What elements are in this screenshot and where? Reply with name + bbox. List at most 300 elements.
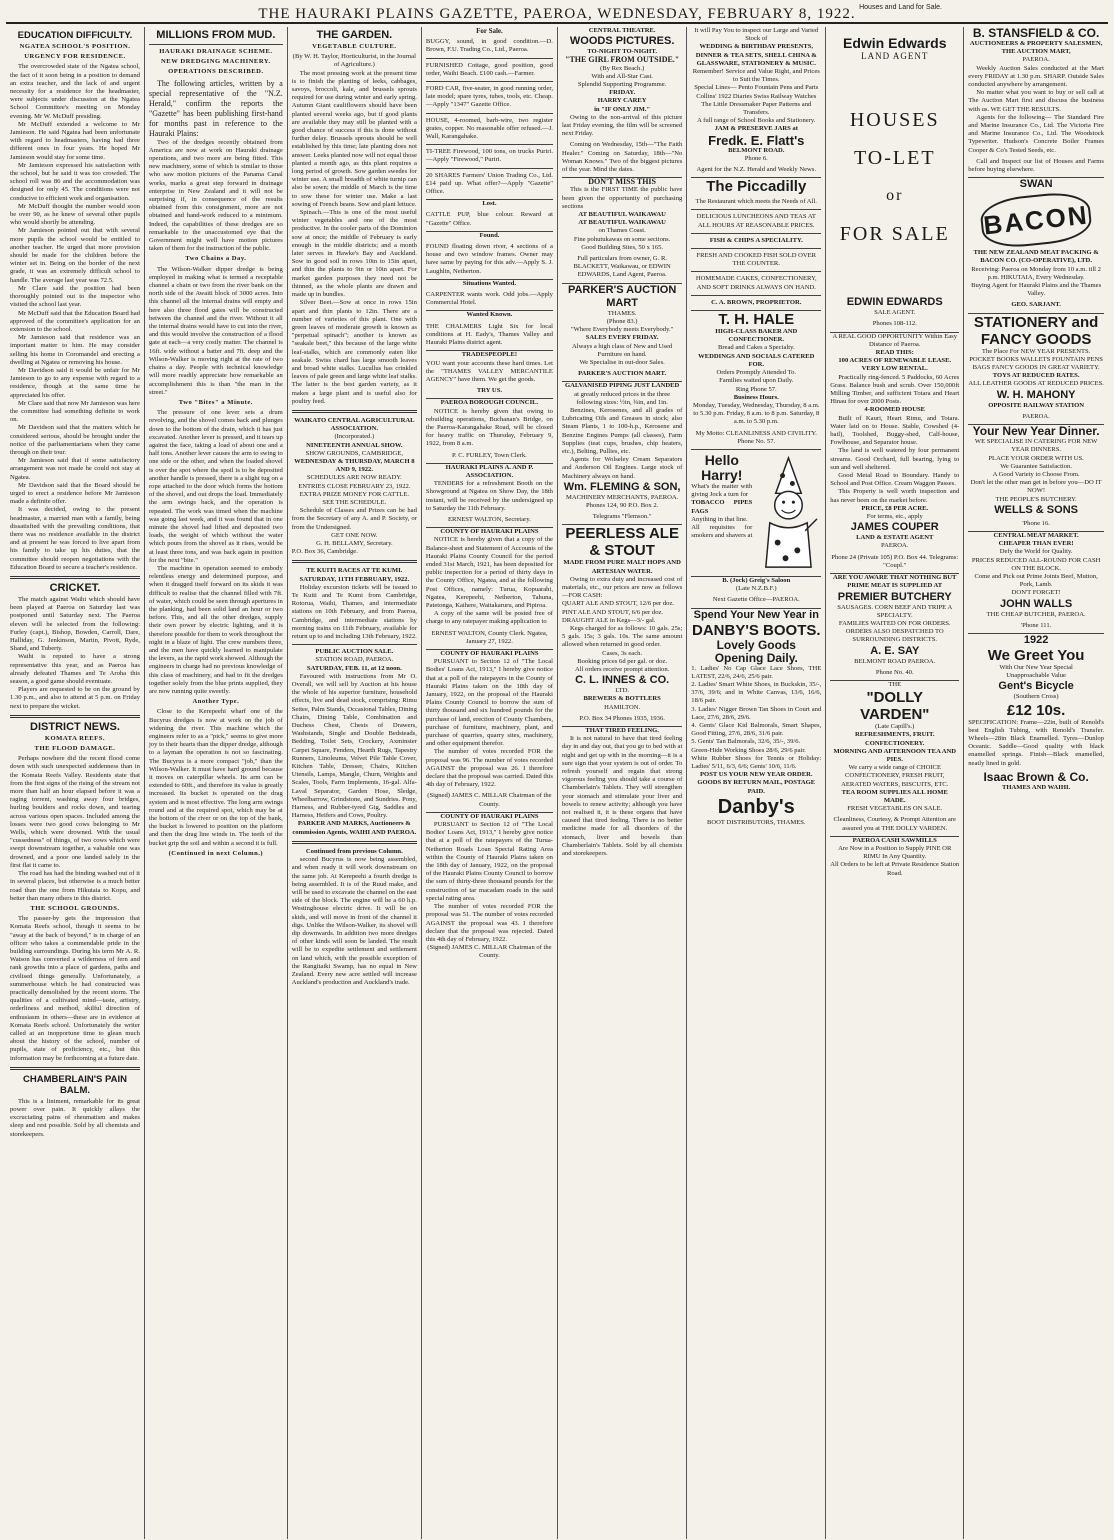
edwards-name-2: EDWIN EDWARDS <box>846 296 943 309</box>
classified-ad: HOUSE, 4-roomed, barb-wire, two register grates, copper. No reasonable offer refused.—J. Wall, Karangahake. <box>426 114 553 146</box>
bacon-logo: BACON <box>979 190 1094 251</box>
ad-line: GOODS BY RETURN MAIL, POSTAGE PAID. <box>697 779 816 795</box>
ad-text: Built of Kauri, Heart Rimu, and Totara. Water laid on to House. Stable, Cowshed (4-bail), Toolshed, Buggy-shed, Calf-house, Fowlhouse, and Separator house. <box>830 414 960 447</box>
ad-line: Phone 24 (Private 105) P.O. Box 44. Telegrams: "Coupl." <box>830 551 959 574</box>
article-paragraph: The pressure of one lever sets a drum revolving, and the shovel comes back and plunges down to the bottom of the drain, which it has just excavated. Another lever is pressed, and it tears up against the face, taking a load of about one and a half tons. Another lever causes the arm to swing to one side or the other, and when the loaded shovel is over the spot where the spoil is to be deposited another handle is pressed, there is a slight tug on a rope attached to the door which forms the bottom of the shovel, and out drops the load. Immediately the arm swings back, and the operation is repeated. The work was timed when the machine was going last week, and it was found that in one minute the shovel had lifted and deposited two loads, the weight of which without the water which pours from the shovel as it rises, would be at least three tons, and was back again in position for the next "bite." <box>148 409 283 564</box>
article-paragraph: Silver Beet.—Sow at once in rows 15in apart and thin plants to 12in. There are a number of varieties of this plant. One with green leaves of moderate growth is known as "perpetual spinach"; another is known as "seakale beet," this because of the large white leaf-stalks, which are commonly eaten like seakale. Swiss chard has large smooth leaves and broad white stalks. Lucullus has crinkled leaves of pale green and large white leaf stalks. The latter is the best garden variety, as it makes a large plant and is useful also for poultry feed. <box>291 299 417 405</box>
show-line: SEE THE SCHEDULE. <box>322 498 387 506</box>
classified-ad: FOUND floating down river, 4 sections of a house and two window frames. Owner may have same by paying for this adv.—Apply S. J. Laughlin, Netherton. <box>426 240 553 280</box>
ad-line: PAEROA CASH SAWMILLS <box>852 836 937 844</box>
column-6 <box>687 27 826 1539</box>
hale-name: T. H. HALE <box>718 311 795 329</box>
ad-line: Remember! Service and Value Right, and Prices to Suit the Times. <box>692 68 820 84</box>
article-paragraph: It was decided, owing to the present headmaster, a married man with a family, being dissatisfied with the prevailing conditions, that there was no residence available in the district and at present he was forced to live apart from his family to take up his duties, that the committee should reopen negotiations with the Education Board to secure a teacher's residence. <box>10 506 140 571</box>
article-lead: The following articles, written by a special representative of the "N.Z. Herald," confirm the reports the "Gazette" has been publishing first-hand for months past in reference to the Hauraki Plains: <box>148 78 283 138</box>
ad-line: at greatly reduced prices in the three following sizes: ½in, ¾in, and 1in. <box>574 390 671 406</box>
greig-text <box>691 453 752 573</box>
subhead: Two "Bites" a Minute. <box>178 398 253 406</box>
ad-line: BOOT DISTRIBUTORS, THAMES. <box>706 818 806 826</box>
flatt-name: Fredk. E. Flatt's <box>708 132 805 148</box>
list-item: 3. Ladies' Nigger Brown Tan Shoes in Court and Lace, 27/6, 28/6, 29/6. <box>691 705 822 721</box>
ad-line: Next Gazette Office—PAEROA. <box>691 593 821 608</box>
column-4 <box>422 27 558 1539</box>
ad-line: WEDDINGS AND SOCIALS CATERED FOR. <box>698 352 815 368</box>
article-paragraph: The most pressing work at the present time is to finish the planting of leeks, cabbages, savoys, broccoli, kale, and brussels sprouts required for use during winter and early spring. Autumn Giant cauliflowers should have been planted several weeks ago, but if good plants are available they may still be planted with a good chance of success if this is done without further delay. Brussels sprouts should be well established by this time; late planting does not answer. Leeks planted now will not equal those planted a month ago, as this plant requires a long period of growth. Sow garden swedes for winter use. A small breadth of white turnip can also be sown; the middle of March is the time to sow these for winter use. Make a last sowing of French beans. Sow and plant lettuce. <box>291 69 417 208</box>
ad-line: The Place For NEW YEAR PRESENTS. <box>981 347 1091 355</box>
ad-line: Phone 6. <box>744 154 768 162</box>
ad-line: PARKER'S AUCTION MART. <box>562 367 682 382</box>
ad-line: B. (Jock) Greig's Saloon <box>722 576 791 584</box>
mahony-name: W. H. MAHONY <box>996 388 1076 401</box>
ad-line: SALES EVERY FRIDAY. <box>585 334 659 342</box>
notice-text: A copy of the same will be posted free of charge to any ratepayer making application to <box>425 610 553 626</box>
divider <box>149 44 283 45</box>
subhead: Another Type. <box>192 698 240 706</box>
column-8 <box>964 27 1108 1539</box>
show-line: ENTRIES CLOSE FEBRUARY 23, 1922. <box>298 482 411 490</box>
theatre-line: (By Rex Beach.) <box>600 64 645 72</box>
races-text: Holiday excursion tickets will be issued to Te Kuiti and Te Kumi from Cambridge, Rotorua, Waihi, Thames, and intermediate stations on 10th February, and from Paeroa, Cambridge, and intermediate stations by morning trains on 11th February, available for return up to and including 13th February, 1922. <box>291 583 417 641</box>
ad-line: A full range of School Books and Stationery. <box>697 117 816 125</box>
show-title: WAIKATO CENTRAL AGRICULTURAL ASSOCIATION. <box>294 416 415 433</box>
ad-line: QUART ALE AND STOUT, 12/6 per doz. <box>561 600 675 608</box>
ad-line: Bread and Cakes a Specialty. <box>717 344 795 352</box>
ad-line: 100 ACRES OF RENEWABLE LEASE. VERY LOW RENTAL. <box>838 357 952 373</box>
subhead: THE SCHOOL GROUNDS. <box>30 904 120 912</box>
ad-line: TOYS AT REDUCED RATES. <box>992 372 1080 380</box>
ad-line: P.O. Box 34 Phones 1935, 1936. <box>562 712 682 727</box>
notice-text: The number of votes recorded FOR the proposal was 96. The number of votes recorded AGAINST the proposal was 26. I therefore declare that the proposal was carried. Dated this 4th day of February, 1922. <box>425 748 553 789</box>
show-line: NINETEENTH ANNUAL SHOW. <box>306 441 403 449</box>
ad-line: Full particulars from owner, G. R. BLACKETT, Waikawau, or EDWIN EDWARDS, Land Agent, Paeroa. <box>562 252 682 284</box>
ad-text: Weekly Auction Sales conducted at the Mart every FRIDAY at 1.30 p.m. SHARP. Outside Sales conducted anywhere by arrangement. <box>968 64 1104 89</box>
notice-signature: ERNEST WALTON, County Clerk. Ngatea, January 27, 1922. <box>426 627 553 650</box>
ad-line: BELMONT ROAD. <box>728 146 785 154</box>
ad-line: Business Hours. <box>733 393 779 401</box>
notice-signature: (Signed) JAMES C. MILLAR Chairman of the County. <box>427 944 552 960</box>
ad-line: MADE FROM PURE MALT HOPS AND ARTESIAN WATER. <box>563 559 681 575</box>
ad-line: Ring Phone 57. <box>735 385 777 393</box>
ad-line: LAND & ESTATE AGENT <box>856 534 934 542</box>
ad-line: TOBACCO PIPES FAGS <box>691 499 753 515</box>
ad-text: Owing to extra duty and increased cost of materials, etc., our prices are now as follows—FOR CASH: <box>561 575 683 600</box>
ad-line: Monday, Tuesday, Wednesday, Thursday, 8 a.m. to 5.30 p.m. Friday, 8 a.m. to 8 p.m. Saturday, 8 a.m. to 5.30 p.m. <box>692 401 820 426</box>
auction-place: STATION ROAD, PAEROA. <box>315 656 394 664</box>
ad-line: Anything in that line. <box>691 515 748 523</box>
ad-line: LTD. <box>615 687 630 695</box>
article-paragraph: Spinach.—This is one of the most useful winter vegetables and one of the most productive. In the cooler parts of the Dominion sow at once; the middle of February is early enough in the middle districts; and a month later serves in Hawke's Bay and Auckland. Sow in good soil in rows 10in to 15in apart, and thin the plants to 9in or 10in apart. For market garden purposes they need not be thinned, as the whole plants are drawn and made up in bundles. <box>291 209 417 299</box>
theatre-line: HARRY CAREY <box>597 97 647 105</box>
danby-heading: Lovely Goods Opening Daily. <box>714 637 798 665</box>
ad-line: DRAUGHT ALE in Kegs—3/- gal. <box>561 616 656 624</box>
brown-name: Isaac Brown & Co. <box>983 769 1089 784</box>
notice-signature: ERNEST WALTON, Secretary. <box>426 513 553 528</box>
ad-line: LAND AGENT <box>861 51 929 61</box>
theatre-name: WOODS PICTURES. <box>569 35 675 48</box>
ad-text: Agents for Wolseley Cream Separators and Anderson Oil Engines. Large stock of Machinery always on hand. <box>561 456 683 480</box>
notice-text: PURSUANT to Section 12 of "The Local Bodies' Loans Act, 1913," I hereby give notice that at a poll of the ratepayers of the Turua-Netherton Roads Loan Special Rating Area within the County of Hauraki Plains taken on the 18th day of January, 1922, on the proposal of the Hauraki Plains County Council to borrow the sum of thirty-three thousand pounds for the construction of tar macadam roads in the said special rating area. <box>425 821 553 902</box>
ad-line: All Orders to be left at Private Residence Station Road. <box>830 861 960 877</box>
ad-line: THE <box>888 680 902 688</box>
ad-line: HAMILTON. <box>604 703 641 711</box>
section-heading: TRADESPEOPLE! <box>461 351 518 359</box>
theatre-line: Splendid Supporting Programme. <box>577 81 667 89</box>
notice-text: TENDERS for a refreshment Booth on the Showground at Ngatea on Show Day, the 18th instant, will be received by the undersigned up to Saturday the 11th February. <box>425 480 553 512</box>
ad-line: BELMONT ROAD PAEROA. <box>854 657 936 665</box>
ad-line: All requisites for smokers and shavers at <box>691 523 753 540</box>
couper-name: JAMES COUPER <box>850 521 939 534</box>
article-paragraph: The passer-by gets the impression that Komata Reefs school, though it seems to be "away at the back of beyond," is in charge of an officer who takes a commendable pride in the building surroundings. During his term Mr A. R. Watson has converted a wilderness of fern and rank growths into a place of gardens, paths and civilised things generally. Unfortunately, a summerhouse which he had constructed was practically demolished by the recent storm. The qualities of a cultivated mind—taste, artistry, orderliness and method, skilful direction of enthusiasm in others—these are in evidence at Komata Reefs school. Unfortunately the writer called at an inopportune time to glean much about the history of the school, number of pupils, state of proficiency, etc., but this information may be forthcoming at a future date. <box>10 915 140 1062</box>
ad-heading: THAT TIRED FEELING. <box>585 727 659 735</box>
walls-name: JOHN WALLS <box>1000 597 1073 610</box>
bicycle-price: £12 10s. <box>1006 701 1066 719</box>
ad-line: PRICE, £8 PER ACRE. <box>861 504 929 512</box>
ad-line: A Good Variety to Choose From. <box>992 470 1080 478</box>
list-item: Green-Hide Working Shoes 28/6, 29/6 pair. <box>691 746 806 754</box>
article-paragraph: Mr Clare said that now Mr Jamieson was here the committee had something definite to work on. <box>10 399 140 424</box>
ad-line: We carry a wide range of CHOICE CONFECTIONERY, FRESH FRUIT, AERATED WATERS, BISCUITS, ETC. <box>841 764 949 788</box>
ad-line: Cases, 3s each. <box>602 649 643 657</box>
wells-name: WELLS & SONS <box>994 503 1078 516</box>
stansfield-name: B. STANSFIELD & CO. <box>972 27 1100 40</box>
column-1 <box>6 27 145 1539</box>
notice-heading: COUNTY OF HAURAKI PLAINS <box>440 812 539 820</box>
subhead: THE FLOOD DAMAGE. <box>34 745 116 753</box>
article-paragraph: This is a liniment, remarkable for its great power over pain. It quickly allays the excruciating pains of rheumatism and makes sleep and rest possible. Sold by all chemists and storekeepers. <box>10 1097 140 1138</box>
education-headline: EDUCATION DIFFICULTY. <box>17 30 133 41</box>
divider <box>292 841 417 844</box>
ad-line: THE NEW ZEALAND MEAT PACKING & BACON CO. (CO-OPERATIVE), LTD. <box>973 249 1099 265</box>
ad-line: READ THIS: <box>875 349 914 357</box>
ad-line: Unapproachable Value <box>1006 672 1066 680</box>
column-2 <box>145 27 288 1539</box>
ad-text: Good Metal Road to Boundary. Handy to School and Post Office. Cream Waggon Passes. <box>830 472 960 488</box>
houses-text: HOUSES <box>849 109 940 132</box>
balm-headline: CHAMBERLAIN'S PAIN BALM. <box>23 1073 127 1096</box>
ad-line: Come and Pick out Prime Joints Beef, Mutton, Pork, Lamb. <box>974 572 1098 589</box>
theatre-line: FRIDAY. <box>609 89 636 97</box>
auction-date: SATURDAY, FEB. 11, at 12 noon. <box>306 664 402 672</box>
classified-ad: CATTLE PUP, blue colour. Reward at "Gazette" Office. <box>426 208 553 231</box>
hello-heading: Hello Harry! <box>701 451 743 483</box>
ad-line: ALL LEATHER GOODS AT REDUCED PRICES. <box>968 380 1104 388</box>
theatre-heading: CENTRAL THEATRE. <box>588 27 656 34</box>
ad-line: Cleanliness, Courtesy, & Prompt Attention are assured you at THE DOLLY VARDEN. <box>830 813 959 836</box>
column-3 <box>288 27 422 1539</box>
ad-line: CHEAPER THAN EVER! <box>998 540 1074 548</box>
auction-signature: PARKER AND MARKS, Auctioneers & commission Agents, WAIHI AND PAEROA. <box>292 820 417 836</box>
article-paragraph: Waihi is reputed to have a strong representative this year, and as Paeroa has already defeated Thames and Te Aroha this season, a good game should eventuate. <box>10 653 140 686</box>
swan-text: SWAN <box>1019 178 1053 191</box>
danby-heading: Spend Your New Year in <box>693 608 819 621</box>
notice-signature: (Signed) JAMES C. MILLAR Chairman of the County. <box>426 789 553 812</box>
ad-line: ORDERS ALSO DESPATCHED TO SURROUNDING DISTRICTS. <box>845 628 944 644</box>
ad-line: "Where Everybody meets Everybody." <box>570 326 674 334</box>
dolly-varden-name: "DOLLY VARDEN" <box>860 689 930 724</box>
show-text: Schedule of Classes and Prizes can be had from the Secretary of any A. and P. Society, or from the Undersigned. <box>291 507 417 531</box>
ad-line: A REAL GOOD OPPORTUNITY Within Easy Distance of Paeroa. <box>832 332 958 348</box>
list-item: 2. Ladies' Smart White Shoes, in Buckskin, 35/-, 37/6, 39/6; and in White Canvas, 13/6, 16/6, 18/6 pair. <box>691 680 822 705</box>
ad-line: Don't let the other man get in before you—DO IT NOW! <box>970 479 1102 495</box>
classified-ad: YOU want your accounts these hard times. Let the "THAMES VALLEY MERCANTILE AGENCY" have them. We get the goods. <box>425 359 553 383</box>
ad-line: HIGH-CLASS BAKER AND CONFECTIONER. <box>715 328 798 344</box>
notice-heading: HAURAKI PLAINS A. AND P. ASSOCIATION. <box>445 463 534 479</box>
ad-line: Orders Promptly Attended To. <box>716 369 797 377</box>
article-paragraph: Mr Davidson said that the matters which he considered serious, should be brought under the notice of the parliamentarians when they came through on their tour. <box>10 424 140 456</box>
ad-heading: GALVANISED PIPING JUST LANDED <box>564 382 680 390</box>
ad-line: The Restaurant which meets the Needs of All. <box>691 195 821 210</box>
tolet-text: TO-LET <box>853 147 936 170</box>
article-paragraph: Mr McDuff extended a welcome to Mr Jamieson. He said Ngatea had been unfortunate with regard to headmasters, having had three different ones in four years. He hoped Mr Jamieson would stay for some time. <box>10 120 140 161</box>
classified-ad: THE CHALMERS Light Six for local conditions at H. Eady's, Thames Valley and Hauraki Plains district agent. <box>426 320 553 352</box>
clown-illustration-icon <box>756 453 821 573</box>
ad-line: (Late N.Z.B.F.) <box>735 585 777 593</box>
fleming-name: Wm. FLEMING & SON, <box>563 480 681 493</box>
byline: (By W. H. Taylor, Horticulturist, in the Journal of Agriculture.) <box>292 53 416 69</box>
ad-text: SPECIFICATION: Frame—22in, built of Renold's best English Tubing, with Renold's Transfer. Wheels—28in Black Enamelled. Tyres—Dunlop Oceanic. Saddle—Good quality with black enamelled springs. Finish—Black enamelled, neatly lined in gold. <box>968 718 1104 767</box>
greet-heading: We Greet You <box>987 646 1085 664</box>
ad-line: REFRESHMENTS, FRUIT. CONFECTIONERY. <box>854 731 935 747</box>
show-line: SCHEDULES ARE NOW READY. <box>306 474 402 482</box>
article-paragraph: Mr Clare said the position had been thoroughly pointed out to the inspector who visited the school last year. <box>10 284 140 309</box>
ad-line: AT BEAUTIFUL WAIKAWAU <box>578 219 666 227</box>
ad-line: ARE YOU AWARE THAT NOTHING BUT PRIME MEAT IS SUPPLIED AT <box>833 574 957 590</box>
classified-ad: TI-TREE Firewood, 100 tons, on trucks Puriri.—Apply "Firewood," Puriri. <box>426 145 553 168</box>
ad-line: (Late Capill's.) <box>875 723 915 731</box>
article-paragraph: Mr Jamieson expressed his satisfaction with the school, but he said it was too crowded. The school roll was 86 and the accommodation was designed for only 45. The conditions were not conducive to efficient work and organisation. <box>10 161 140 202</box>
peerless-name: PEERLESS ALE & STOUT <box>565 525 679 560</box>
show-signature: G. H. BELLAMY, Secretary. <box>316 539 393 547</box>
ad-line: 4-ROOMED HOUSE <box>864 406 926 414</box>
ad-line: THAMES AND WAIHI. <box>1002 783 1071 791</box>
ad-line: FRESH VEGETABLES ON SALE. <box>847 805 943 813</box>
ad-line: WEDDING & BIRTHDAY PRESENTS, DINNER & TEA SETS, SHELL CHINA & GLASSWARE, STATIONERY & MUSIC. <box>695 43 817 67</box>
ad-line: Always a high class of New and Used Furniture on hand. <box>572 342 673 358</box>
ad-line: THAMES. <box>607 309 637 317</box>
show-address: P.O. Box 36, Cambridge. <box>291 548 358 556</box>
ad-line: SAUSAGES. CORN BEEF AND TRIPE A SPECIALTY. <box>837 603 953 619</box>
ad-text: No matter what you want to buy or sell call at The Auction Mart first and discuss the business with us. WE GET THE RESULTS. <box>968 89 1104 113</box>
parker-name: PARKER'S AUCTION MART <box>567 283 677 309</box>
stationery-heading: STATIONERY and FANCY GOODS <box>973 313 1099 348</box>
article-paragraph: The machine in operation seemed to embody relentless energy and determined purpose, and when it dragged itself forward on its skids it was difficult to realise that the channel filled with 7ft. of water, which could be seen through apertures in the planking, had been solid land an hour or two before. This, and all the other dredges, supply their own power by electric lighting, and it is therefore possible for them to work throughout the night in a blaze of light. The crew numbers three, and the men have quickly learned to manipulate the levers, as the rapid work showed. Although the engineers in charge had no previous knowledge of this class of machinery, and had to fit the dredges together solely from the blue prints supplied, they are now running quite sweetly. <box>148 564 283 696</box>
article-paragraph: Mr McDuff said that the Education Board had approved of the committee's application for an extension to the school. <box>10 309 140 333</box>
danby-item-list <box>691 665 821 772</box>
ad-text: Practically ring-fenced. 5 Paddocks, 60 Acres Grass. Balance bush and scrub. Over 150,000ft Milling Timber, and sufficient Totara and Heart Hinau for over 2000 Posts. <box>830 373 960 406</box>
ad-line: We Specialise in out-door Sales. <box>579 358 665 366</box>
column-7 <box>826 27 964 1539</box>
ad-text: Agents for the following— The Standard Fire and Marine Insurance Co., Ltd. The Victoria Fire and Marine Insurance Co., Ltd. The Woodstock Typewriter. Hudson's Concrete Boiler Frames Cooper & Co's Tested Seeds, etc. <box>968 113 1104 154</box>
theatre-line: With and All-Star Cast. <box>591 72 653 80</box>
column-5 <box>558 27 687 1539</box>
ad-line: Phones 108-112. <box>830 317 959 332</box>
section-heading: Situations Wanted. <box>462 279 517 287</box>
ad-line: JAM & PRESERVE JARS at <box>714 125 798 133</box>
ad-line: Families waited upon Daily. <box>719 377 794 385</box>
ad-line: Are Now in a Position to Supply PINE OR RIMU In Any Quantity. <box>838 844 952 861</box>
columns <box>6 27 1108 1539</box>
races-date: SATURDAY, 11TH FEBRUARY, 1922. <box>299 575 410 583</box>
ad-line: 'Phone 111. <box>968 619 1104 634</box>
subhead: KOMATA REEFS. <box>44 734 106 742</box>
notice-heading: COUNTY OF HAURAKI PLAINS <box>440 528 539 536</box>
auction-title: PUBLIC AUCTION SALE. <box>315 648 394 656</box>
ad-line: C. A. BROWN, PROPRIETOR. <box>691 296 821 311</box>
ad-line: DELICIOUS LUNCHEONS AND TEAS AT ALL HOURS AT REASONABLE PRICES. <box>691 210 821 233</box>
divider <box>292 644 417 645</box>
ad-text: Benzines, Kerosenes, and all grades of Lubricating Oils and Greases in stock; also Steam Plants, 1 to 100-h.p., Kerosene and Benzine Engines Pumps (all classes), Farm Supplies (teat cups, brushes, chip heaters, etc.), Belting, Pullies, etc. <box>561 406 683 455</box>
district-news-headline: DISTRICT NEWS. <box>30 720 120 733</box>
article-paragraph: Mr Jamieson said that residence was an important matter to him. He may consider selling his home in Coromandel and erecting a dwelling at Ngatea or removing his house. <box>10 334 140 366</box>
cricket-headline: CRICKET. <box>49 582 101 594</box>
edwards-name: Edwin Edwards <box>843 35 947 51</box>
forsale-text: FOR SALE <box>839 223 950 246</box>
notice-heading: PAEROA BOROUGH COUNCIL. <box>440 399 539 407</box>
article-paragraph: Mr McDuff thought the number would soon be over 90, as he knew of several other pupils who would shortly be attending. <box>10 202 140 227</box>
ad-line: OPPOSITE RAILWAY STATION <box>988 401 1084 409</box>
millions-headline: MILLIONS FROM MUD. <box>156 29 276 41</box>
ad-line: Agent for the N.Z. Herald and Weekly News. <box>691 163 821 178</box>
divider <box>10 715 140 718</box>
piccadilly-name: The Piccadilly <box>706 178 807 196</box>
ad-line: 'Phone 16. <box>968 517 1104 532</box>
theatre-text: Owing to the non-arrival of this picture last Friday evening, the film will be screened next Friday. <box>561 113 683 138</box>
bicycle-heading: Gent's Bicycle <box>998 680 1074 693</box>
article-paragraph: The Wilson-Walker dipper dredge is being employed in making what is termed a receptable channel a chain or two from the river bank on the north side of the Awaiti block of 3000 acres. Into this channel all the internal drains will empty and here also three flood gates will be constructed between the channel and the river. Without it all the internal drains would have to cut into the river, and this would involve the construction of a flood gate at each—a very costly matter. The channel is 16ft. wide without a batter and 7ft. deep and the Wilson-Walker is moving right at the rate of two chains a day. People with technical knowledge will more readily appreciate how remarkable an accomplishment this is than "the man in the street." <box>148 265 283 396</box>
ad-line: Defy the World for Quality. <box>999 548 1073 556</box>
corner-label: Houses and Land for Sale. <box>859 4 942 11</box>
list-item: 5. Gents' Tan Balmorals, 32/6, 35/-, 39/6. <box>691 738 801 746</box>
classified-ad: CARPENTER wants work. Odd jobs.—Apply Commercial Hotel. <box>426 288 553 311</box>
ad-line: POST US YOUR NEW YEAR ORDER. <box>700 771 813 779</box>
subhead: Two Chains a Day. <box>185 255 247 263</box>
ad-text: The land is well watered by four permanent streams. Good Orchard, full bearing, lying to sun and well sheltered. <box>830 447 960 471</box>
ad-line: DON'T FORGET! <box>1011 589 1061 597</box>
ad-line: Booking prices 6d per gal. or doz. <box>577 657 667 665</box>
ad-text: It is not natural to have that tired feeling day in and day out, that you go to bed with at night and get up with in the morning—it is a sure sign that your system is out of order. To refresh yourself and regain that strong vigorous feeling you should take a course of Chamberlain's Tablets. They will strengthen your stomach and stimulate your liver and bowels to renew activity; although you have not realised it, it is these organs that have caused that tired feeling. There is no better medicine made for all disorders of the stomach, liver and bowels than Chamberlain's Tablets. Sold by all chemists and storekeepers. <box>561 735 683 858</box>
section-heading: Wanted Known. <box>466 311 513 319</box>
ad-line: Buying Agent for Hauraki Plains and the Thames Valley. <box>971 282 1102 298</box>
ad-line: PRICES REDUCED ALL-ROUND FOR CASH ON THE BLOCK. <box>971 556 1101 572</box>
ad-line: Special Lines— Pento Fountain Pens and Parts Collins' 1922 Diaries Swiss Railway Watches The Little Dressmaker Paper Patterns and Transfers. <box>694 84 819 117</box>
innes-name: C. L. INNES & CO. <box>575 674 670 687</box>
premier-name: PREMIER BUTCHERY <box>837 590 952 603</box>
ad-line: AT BEAUTIFUL WAIKAWAU <box>578 211 666 219</box>
article-paragraph: Mr Jamieson said that if some satisfactory arrangement was not made he could not stay at Ngatea. <box>10 457 140 481</box>
subhead: HAURAKI DRAINAGE SCHEME. <box>159 48 273 55</box>
notice-signature: P. C. FURLEY, Town Clerk. <box>426 449 553 464</box>
article-paragraph: The match against Waihi which should have been played at Paeroa on Saturday last was postponed until Saturday next. The Paeroa eleven will be selected from the following: Furley (capt.), Bishop, Bowden, Carroll, Dare, Halliday, G. Jenkinson, Martin, Pivott, Ryde, Shand, and Tuberty. <box>10 596 140 653</box>
ad-line: CENTRAL MEAT MARKET. <box>993 531 1079 539</box>
show-line: EXTRA PRIZE MONEY FOR CATTLE. <box>299 490 410 498</box>
ad-heading: DON'T MISS THIS <box>588 177 656 187</box>
ad-line: GEO. SARJANT. <box>968 298 1104 313</box>
ad-line: SALE AGENT. <box>874 309 916 317</box>
danby-boots: DANBY'S BOOTS. <box>691 621 821 639</box>
divider <box>292 560 417 563</box>
ad-line: PINT ALE AND STOUT, 6/6 per doz. <box>561 608 664 616</box>
classified-ad: FORD CAR, five-seater, in good running order, late model; spare tyres, tubes, tools, etc. Cheap.—Apply "1347" Gazette Office. <box>426 82 553 114</box>
for-sale-heading: For Sale. <box>476 27 503 35</box>
ad-line: All orders receive prompt attention. <box>574 666 670 673</box>
or-text: or <box>886 187 904 205</box>
show-line: SHOW GROUNDS, CAMBRIDGE, <box>305 449 403 457</box>
ad-line: AUCTIONEERS & PROPERTY SALESMEN, <box>969 40 1103 47</box>
notice-text: The number of votes recorded FOR the proposal was 51. The number of votes recorded AGAINST the proposal was 43. I therefore declare that the proposal was rejected. Dated this 4th day of February, 1922. <box>425 903 553 943</box>
greig-ad <box>691 450 821 577</box>
ad-line: (Southern Cross) <box>1013 693 1059 701</box>
garden-headline: THE GARDEN. <box>316 29 393 41</box>
theatre-line: TO-NIGHT TO-NIGHT. <box>587 48 657 56</box>
show-line: (Incorporated.) <box>334 433 375 441</box>
ad-line: PAEROA. <box>881 542 909 550</box>
ad-line: THE PEOPLE'S BUTCHERY. <box>995 495 1077 503</box>
show-line: GET ONE NOW. <box>331 531 378 539</box>
ad-line: My Motto: CLEANLINESS AND CIVILITY. Phone No. 57. <box>691 427 821 450</box>
ad-line: PAEROA. <box>968 410 1104 425</box>
article-paragraph: Perhaps nowhere did the recent flood come down with such unexpected suddenness than in the Komata Reefs Valley. Residents state that from the first signs of the rising of the stream not more than half an hour elapsed before it was a raging torrent, washing away four bridges, hurling boulders and rocks down, and tearing across various open spaces. Included among the losses were two good cows belonging to Mr Wells, which were drowned. With the usual "cussedness" of things, of two cows which were swept downstream together, a valuable one was drowned, and a poor one landed safely in the first flat it came to. <box>10 755 140 869</box>
list-item: White Rubber Shoes for Tennis or Holiday: Ladies' 5/11, 6/3, 6/6; Gents' 10/6, 11/6. <box>691 754 822 770</box>
classified-ad-end: TRY US. <box>426 384 553 399</box>
classified-ad: BUGGY, sound, in good condition.—D. Brown, F.U. Trading Co., Ltd., Paeroa. <box>426 35 553 58</box>
notice-text: NOTICE is hereby given that a copy of the Balance-sheet and Statement of Accounts of the Hauraki Plains County Council for the period ended 31st March, 1921, has been deposited for public inspection for a period of thirty days in the County Office, Ngatea, and at the following Post Offices, namely: Turua, Kopuarahi, Ngatea, Kerepeehi, Netherton, Tahuna, Patetonga, Kaihere, Waitakaruru, and Pipiroa. <box>425 536 553 609</box>
theatre-text: Coming on Wednesday, 15th—"The Faith Healer." Coming on Saturday, 18th—"No Woman Knows." Two of the biggest pictures of the year. Mind the dates. <box>562 138 682 178</box>
ad-line: BREWERS & BOTTLERS <box>583 695 661 703</box>
article-paragraph: Players are requested to be on the ground by 1.30 p.m., and also to attend at 5 p.m. on Friday next to prepare the wicket. <box>10 686 140 710</box>
section-heading: Lost. <box>482 200 497 208</box>
ad-text: Kegs charged for as follows: 10 gals. 25s; 5 gals. 15s; 3 gals. 10s. The same amount allowed when returned in good order. <box>561 624 683 649</box>
article-paragraph: second Bucyrus is now being assembled, and when ready it will work downstream on the same job. At Kerepeehi a fourth dredge is being assembled. It is of the Ruud make, and will be used to excavate the channel on the east side of the block. The engine will be a 60 h.p. Westinghouse electric drive. It will be on skids, and will move in front of the channel it digs. Unlike the Wilson-Walker, its shovel will dip downwards. In addition two more dredges of other kinds will soon be landed. The result will be to expedite settlement and settlement on land which, with the possible exception of the Rangitaiki Swamp, has no equal in New Zealand. Every new acre settled will increase Auckland's production and Auckland's trade. <box>291 856 417 987</box>
ad-line: (Phone 83.) <box>606 317 638 325</box>
ad-line: HOMEMADE CAKES, CONFECTIONERY, AND SOFT DRINKS ALWAYS ON HAND. <box>691 272 821 295</box>
ad-line: With Our New Year Special <box>999 663 1073 671</box>
continued-title: Continued from previous Column. <box>305 847 403 855</box>
ad-line: on Thames Coast. <box>598 227 646 235</box>
ad-text: This Property is well worth inspection and has never been on the market before. <box>830 488 960 504</box>
theatre-line: in "IF ONLY JIM." <box>594 105 651 113</box>
ad-line: PAEROA. <box>1022 56 1050 64</box>
ad-line: FAMILIES WAITED ON FOR ORDERS. <box>838 619 951 627</box>
notice-text: PURSUANT to Section 12 of "The Local Bodies' Loans Act, 1913," I hereby give notice that at a poll of the ratepayers in the County of Hauraki Plains taken on the 18th day of January, 1922, on the proposal of the Hauraki Plains County Council to borrow the sum of thirty thousand and six hundred pounds for the purchase of land, erection of County Chambers, purchase of furniture, machinery, plant, and purchase of quarries, quarry sites, machinery, and other equipment therefor. <box>425 658 553 748</box>
say-name: A. E. SAY <box>870 644 920 657</box>
auction-text: Favoured with instructions from Mr O. Overall, we will sell by Auction at his house the whole of his superior furniture, household effects, live and dead stock, comprising: Rimu Settee, Palm Stands, Occasional Tables, Dining Chairs, Dining Table, Combination and Duchess Chest, Chests of Drawers, Washstands, Single and Double Bedsteads, Bedding, Toilet Sets, Crockery, Axminster Carpet Square, Fenders, Hearth Rugs, Tapestry Runners, Linoleums, Velvet Pile Table Cover, Kitchen Table, Dresser, Chairs, Kitchen Utensils, Lamps, Mangle, Churn, Weights and Scales, Tools, Farm Implements, 16-gal. Alfa-Laval Separator, Garden Hose, Sledge, Wheelbarrow, Grindstone, and Sundries. Pony, Harness, and Rubber-tyred Gig, Saddles and Harness, Heifers and Cows, Poultry. <box>291 672 417 820</box>
ad-line: For terms, etc., apply <box>866 513 923 521</box>
divider <box>10 1067 140 1070</box>
ad-line: FRESH AND COOKED FISH SOLD OVER THE COUNTER. <box>691 249 821 272</box>
continued-note: (Continued in next Column.) <box>168 849 264 857</box>
ad-line: Phone No. 40. <box>830 666 959 681</box>
ad-line: POCKET BOOKS WALLETS FOUNTAIN PENS BAGS FANCY GOODS IN GREAT VARIETY. <box>969 355 1103 372</box>
classified-ad: FURNISHED Cottage, good position, good order, Waihi Beach. £100 cash.—Farmer. <box>426 59 553 82</box>
divider <box>10 576 140 579</box>
education-subhead: NGATEA SCHOOL'S POSITION. <box>19 43 131 50</box>
ad-text: This is the FIRST TIME the public have been given the opportunity of purchasing sections <box>561 186 683 210</box>
masthead: THE HAURAKI PLAINS GAZETTE, PAEROA, WEDNESDAY, FEBRUARY 8, 1922. <box>6 4 1108 24</box>
list-item: 1. Ladies' No Cap Glace Lace Shoes, THE LATEST, 22/6, 24/6, 25/6 pair. <box>691 664 822 680</box>
subhead: NEW DREDGING MACHINERY. <box>161 58 271 66</box>
subhead: OPERATIONS DESCRIBED. <box>168 68 264 76</box>
article-paragraph: Mr Jamieson pointed out that with several more pupils the school would be entitled to another teacher. He urged that more provision should be made for the children before the winter set in. Being on the border of the next grade, it was an extremely difficult school to handle. The average last year was 72.5. <box>10 227 140 284</box>
ad-text: Call and Inspect our list of Houses and Farms before buying elsewhere. <box>968 155 1104 178</box>
article-paragraph: Mr Davidson said it would be unfair for Mr Jamieson to go to any expense with regard to a residence, though at the same time he appreciated his offer. <box>10 366 140 399</box>
ad-line: FISH & CHIPS A SPECIALITY. <box>691 234 821 249</box>
article-paragraph: Mr Davidson said that the Board should be urged to erect a residence before Mr Jamieson made a definite offer. <box>10 481 140 506</box>
list-item: 4. Gents' Glace Kid Balmorals, Smart Shapes, Good Fitting, 27/6, 28/6, 31/6 pair. <box>691 721 822 738</box>
ad-line: Fine pohutukawas on some sections. <box>573 235 671 243</box>
education-subhead-2: URGENCY FOR RESIDENCE. <box>24 53 126 61</box>
dinner-heading: Your New Year Dinner. <box>972 424 1100 439</box>
show-line: WEDNESDAY & THURSDAY, MARCH 8 AND 9, 1922. <box>294 457 415 474</box>
